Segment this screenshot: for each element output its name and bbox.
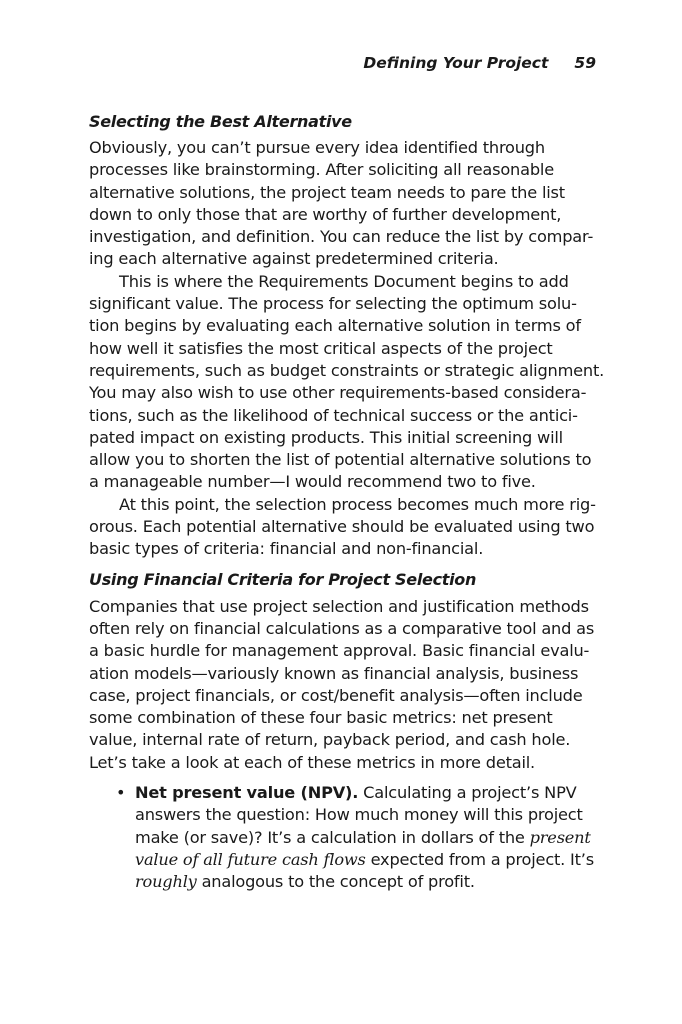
term-npv: Net present value (NPV).: [135, 783, 359, 803]
page-number: 59: [574, 54, 596, 72]
text-line: a manageable number—I would recommend two to five.: [89, 472, 536, 492]
text-line: a basic hurdle for management approval. Basic financial evalu-: [89, 641, 590, 661]
text-line: investigation, and definition. You can reduce the list by compar-: [89, 227, 594, 247]
text-line: some combination of these four basic metrics: net present: [89, 708, 553, 728]
text-line: alternative solutions, the project team needs to pare the list: [89, 182, 565, 202]
text-line: [135, 871, 599, 893]
text-line: down to only those that are worthy of further development,: [89, 204, 562, 224]
list-item-npv: [89, 782, 599, 893]
text-line: pated impact on existing products. This initial screening will: [89, 427, 563, 447]
text-line: significant value. The process for selecting the optimum solu-: [89, 294, 577, 314]
paragraph-2: [89, 271, 605, 494]
text-line: value, internal rate of return, payback period, and cash hole.: [89, 730, 571, 750]
body-text: [89, 111, 605, 894]
text-line: ation models—variously known as financial analysis, business: [89, 663, 579, 683]
running-title: Defining Your Project: [363, 54, 549, 72]
text-run: make (or save)? It’s a calculation in dollars of the: [135, 827, 530, 847]
text-line: [135, 827, 599, 849]
emphasis-text: roughly: [135, 872, 197, 892]
text-line: You may also wish to use other requirements-based considera-: [89, 383, 587, 403]
paragraph-3: [89, 494, 599, 561]
text-run: expected from a project. It’s: [365, 849, 594, 869]
text-line: tions, such as the likelihood of technical success or the antici-: [89, 405, 578, 425]
paragraph-4: [89, 596, 599, 774]
text-line: requirements, such as budget constraints or strategic alignment.: [89, 360, 605, 380]
text-run: Calculating a project’s NPV: [358, 783, 577, 803]
text-line: how well it satisfies the most critical aspects of the project: [89, 338, 553, 358]
text-line: ing each alternative against predetermined criteria.: [89, 249, 499, 269]
emphasis-text: value of all future cash flows: [135, 849, 366, 869]
text-line: processes like brainstorming. After soliciting all reasonable: [89, 160, 554, 180]
text-line: tion begins by evaluating each alternative solution in terms of: [89, 316, 581, 336]
text-line: Let’s take a look at each of these metrics in more detail.: [89, 752, 535, 772]
text-line: [135, 849, 599, 871]
section-heading-selecting: Selecting the Best Alternative: [89, 112, 352, 131]
text-line: orous. Each potential alternative should be evaluated using two: [89, 517, 595, 537]
text-line: basic types of criteria: financial and non-financial.: [89, 539, 484, 559]
running-header: [363, 54, 596, 72]
paragraph-1: [89, 137, 599, 271]
text-line: allow you to shorten the list of potential alternative solutions to: [89, 450, 592, 470]
text-run: analogous to the concept of profit.: [196, 872, 475, 892]
bullet-icon: •: [116, 783, 126, 803]
text-line: [135, 782, 599, 804]
text-line: often rely on financial calculations as a comparative tool and as: [89, 618, 595, 638]
emphasis-text: present: [529, 827, 591, 847]
text-line: This is where the Requirements Document begins to add: [119, 271, 569, 291]
text-line: Companies that use project selection and justification methods: [89, 596, 589, 616]
metrics-list: [89, 782, 599, 893]
text-line: At this point, the selection process becomes much more rig-: [119, 494, 596, 514]
text-line: answers the question: How much money will this project: [135, 805, 583, 825]
text-line: Obviously, you can’t pursue every idea identified through: [89, 138, 545, 157]
section-heading-financial: Using Financial Criteria for Project Selection: [89, 569, 477, 589]
text-line: case, project financials, or cost/benefit analysis—often include: [89, 685, 583, 705]
